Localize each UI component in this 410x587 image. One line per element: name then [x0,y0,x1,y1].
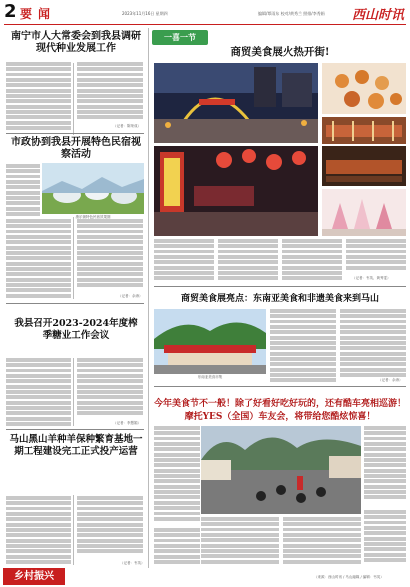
article-body [340,309,406,383]
masthead-logo: 西山时讯 [351,8,404,23]
article-body [6,496,71,566]
article-divider [6,303,144,304]
article-body [346,239,406,271]
editor-credits: 编辑/覃雨东 校对/黄秀兰 照排/李秀娟 [258,11,325,16]
article-title: 我县召开2023-2024年度榨季糖业工作会议 [14,318,138,341]
page-number: 2 [4,1,17,22]
article-body [77,358,143,418]
article-divider [6,429,144,430]
page-header [4,3,406,25]
column-divider [148,28,149,568]
article-title: 马山黑山羊种羊保种繁育基地一期工程建设完工正式投产运营 [9,434,143,457]
article-author: （记者：余涛） [378,378,403,382]
column-divider [73,63,74,135]
article-author: （来源：西山时讯 / 马山融媒 / 编辑：韦英） [314,575,384,579]
article-body [282,239,342,281]
photo-caption: 康乐街特色民宿效果图 [75,215,111,219]
article-body [6,219,71,299]
food-stall-photo [322,117,406,144]
motorcycle-parade-photo [201,426,361,514]
article-body [270,309,336,383]
article-title: 今年美食节不一般！除了好看好吃好玩的，还有酷车亮相巡游！ [154,399,407,409]
photo-caption: 东南亚美食市集 [197,375,223,379]
article-author: （记者：李慧娟） [113,421,141,425]
homestay-photo [42,163,144,214]
article-title: 南宁市人大常委会到我县调研现代种业发展工作 [11,31,141,54]
lantern-street-photo [154,146,318,236]
section-name: 要闻 [20,7,57,21]
article-body [201,517,279,565]
article-subtitle: 摩托YES（全国）车友会，将带给您酷炫惊喜！ [184,412,376,422]
issue-date: 2023年11月16日 星期四 [122,11,168,16]
grilled-food-photo [322,146,406,186]
article-body [154,239,214,281]
article-body [77,62,143,120]
article-author: （记者：陈荣成） [113,124,141,128]
festival-badge: 一喜一节 [152,30,208,45]
article-author: （记者：韦英、黄秀雯） [352,276,391,280]
article-title: 商贸美食展亮点：东南亚美食和非遗美食来到马山 [180,294,379,304]
night-market-photo [154,63,318,143]
article-body [364,510,406,568]
column-divider [73,358,74,426]
article-body [218,239,278,281]
article-body [283,517,361,565]
article-divider [154,286,406,287]
article-body [6,62,71,132]
article-author: （记者：余涛） [118,294,143,298]
article-body [154,426,200,526]
rural-revitalization-badge: 乡村振兴 [3,568,65,585]
dessert-photo [322,189,406,236]
article-body [77,219,143,291]
article-divider [6,133,144,134]
article-body [364,426,406,506]
food-photo [322,63,406,114]
column-divider [73,495,74,565]
article-divider [154,386,406,387]
article-body [154,528,200,568]
column-divider [73,217,74,299]
article-title: 商贸美食展火热开街! [230,46,330,58]
article-author: （记者：韦英） [120,561,145,565]
article-body [6,164,40,216]
sea-food-market-photo [154,309,266,374]
article-title: 市政协到我县开展特色民宿视察活动 [11,137,141,160]
article-body [77,496,143,556]
article-body [6,358,71,426]
